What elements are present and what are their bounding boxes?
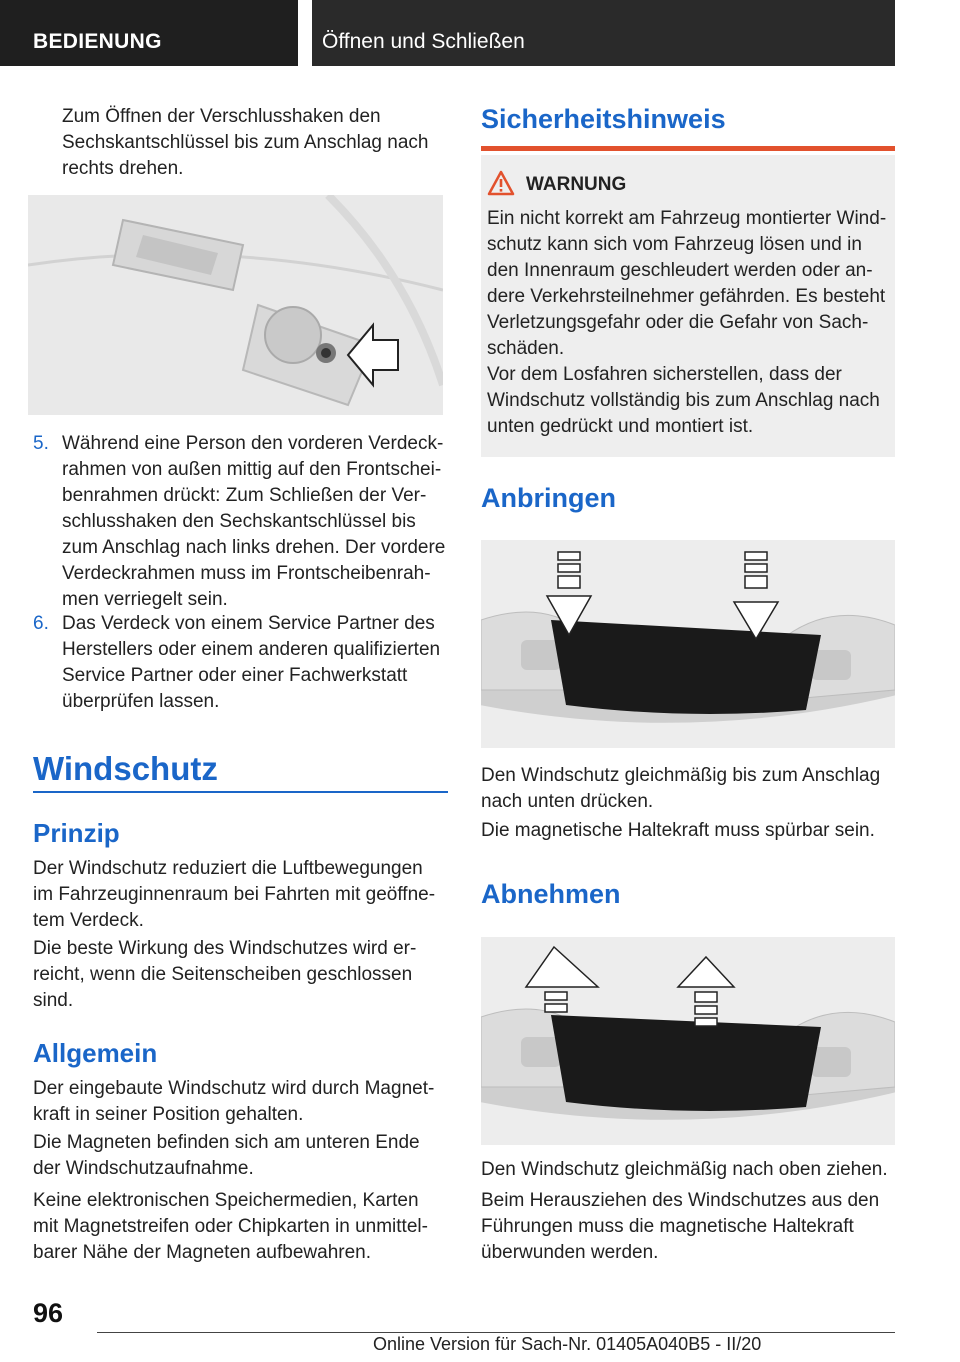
- header-chapter-tab: [312, 0, 895, 66]
- heading-anbringen: Anbringen: [481, 483, 616, 513]
- section-divider: [33, 791, 448, 793]
- windscreen-attach-illustration: [481, 540, 895, 748]
- step-number: 6.: [33, 613, 49, 634]
- warning-label: WARNUNG: [526, 174, 627, 195]
- step-text: Während eine Person den vorderen Verdeckrahmen von außen mittig auf den Frontscheibenrahmen drückt: Zum Schließen der Verschlusshaken den Sechskantschlüssel bis zum Anschlag nach links drehen. Der vordere Verdeckrahmen muss im Frontscheibenrahmen verriegelt sein.: [62, 433, 446, 610]
- section-title: BEDIENUNG: [33, 30, 162, 53]
- warning-paragraph-1: Ein nicht korrekt am Fahrzeug montierter Windschutz kann sich vom Fahrzeug lösen und in den Innenraum geschleudert werden oder andere Verkehrsteilnehmer gefährden. Es besteht Verletzungsgefahr oder die Gefahr von Sachschäden.: [487, 208, 887, 359]
- list-item: [33, 431, 448, 610]
- windscreen-remove-illustration: [481, 937, 895, 1145]
- step-text: Das Verdeck von einem Service Partner des Herstellers oder einem anderen qualifizierten Service Partner oder einer Fachwerkstatt überprüfen lassen.: [62, 613, 441, 712]
- heading-abnehmen: Abnehmen: [481, 879, 621, 909]
- warning-paragraph-2: Vor dem Losfahren sicherstellen, dass der Windschutz vollständig bis zum Anschlag nach unten gedrückt und montiert ist.: [487, 364, 880, 437]
- prinzip-paragraph-1: Der Windschutz reduziert die Luftbewegungen im Fahrzeuginnenraum bei Fahrten mit geöffnetem Verdeck.: [33, 858, 436, 931]
- hex-key-lock-illustration: [28, 195, 443, 415]
- header-section-tab: [0, 0, 298, 66]
- anbringen-paragraph-1: Den Windschutz gleichmäßig bis zum Anschlag nach unten drücken.: [481, 765, 881, 812]
- list-item: [33, 611, 448, 721]
- footer-divider: [97, 1332, 895, 1333]
- subheading-prinzip: Prinzip: [33, 818, 120, 848]
- subheading-allgemein: Allgemein: [33, 1038, 158, 1068]
- warning-rule: [481, 146, 895, 151]
- abnehmen-paragraph-1: Den Windschutz gleichmäßig nach oben ziehen.: [481, 1159, 888, 1180]
- allgemein-paragraph-3: Keine elektronischen Speichermedien, Karten mit Magnetstreifen oder Chipkarten in unmittelbarer Nähe der Magneten aufbewahren.: [33, 1190, 428, 1263]
- allgemein-paragraph-1: Der eingebaute Windschutz wird durch Magnetkraft in seiner Position gehalten.: [33, 1078, 435, 1125]
- anbringen-paragraph-2: Die magnetische Haltekraft muss spürbar sein.: [481, 820, 875, 841]
- prinzip-paragraph-2: Die beste Wirkung des Windschutzes wird erreicht, wenn die Seitenscheiben geschlossen sind.: [33, 938, 417, 1011]
- intro-paragraph: Zum Öffnen der Verschlusshaken den Sechskantschlüssel bis zum Anschlag nach rechts drehen.: [62, 106, 429, 179]
- allgemein-paragraph-2: Die Magneten befinden sich am unteren Ende der Windschutzaufnahme.: [33, 1132, 420, 1179]
- heading-sicherheitshinweis: Sicherheitshinweis: [481, 104, 726, 134]
- warning-triangle-icon: [487, 170, 515, 196]
- step-number: 5.: [33, 433, 49, 454]
- chapter-title: Öffnen und Schließen: [322, 30, 525, 53]
- footer-version-text: Online Version für Sach-Nr. 01405A040B5 - II/20: [373, 1334, 762, 1354]
- page-number: 96: [33, 1298, 64, 1328]
- abnehmen-paragraph-2: Beim Herausziehen des Windschutzes aus den Führungen muss die magnetische Haltekraft überwunden werden.: [481, 1190, 880, 1263]
- section-heading-windschutz: Windschutz: [33, 750, 218, 787]
